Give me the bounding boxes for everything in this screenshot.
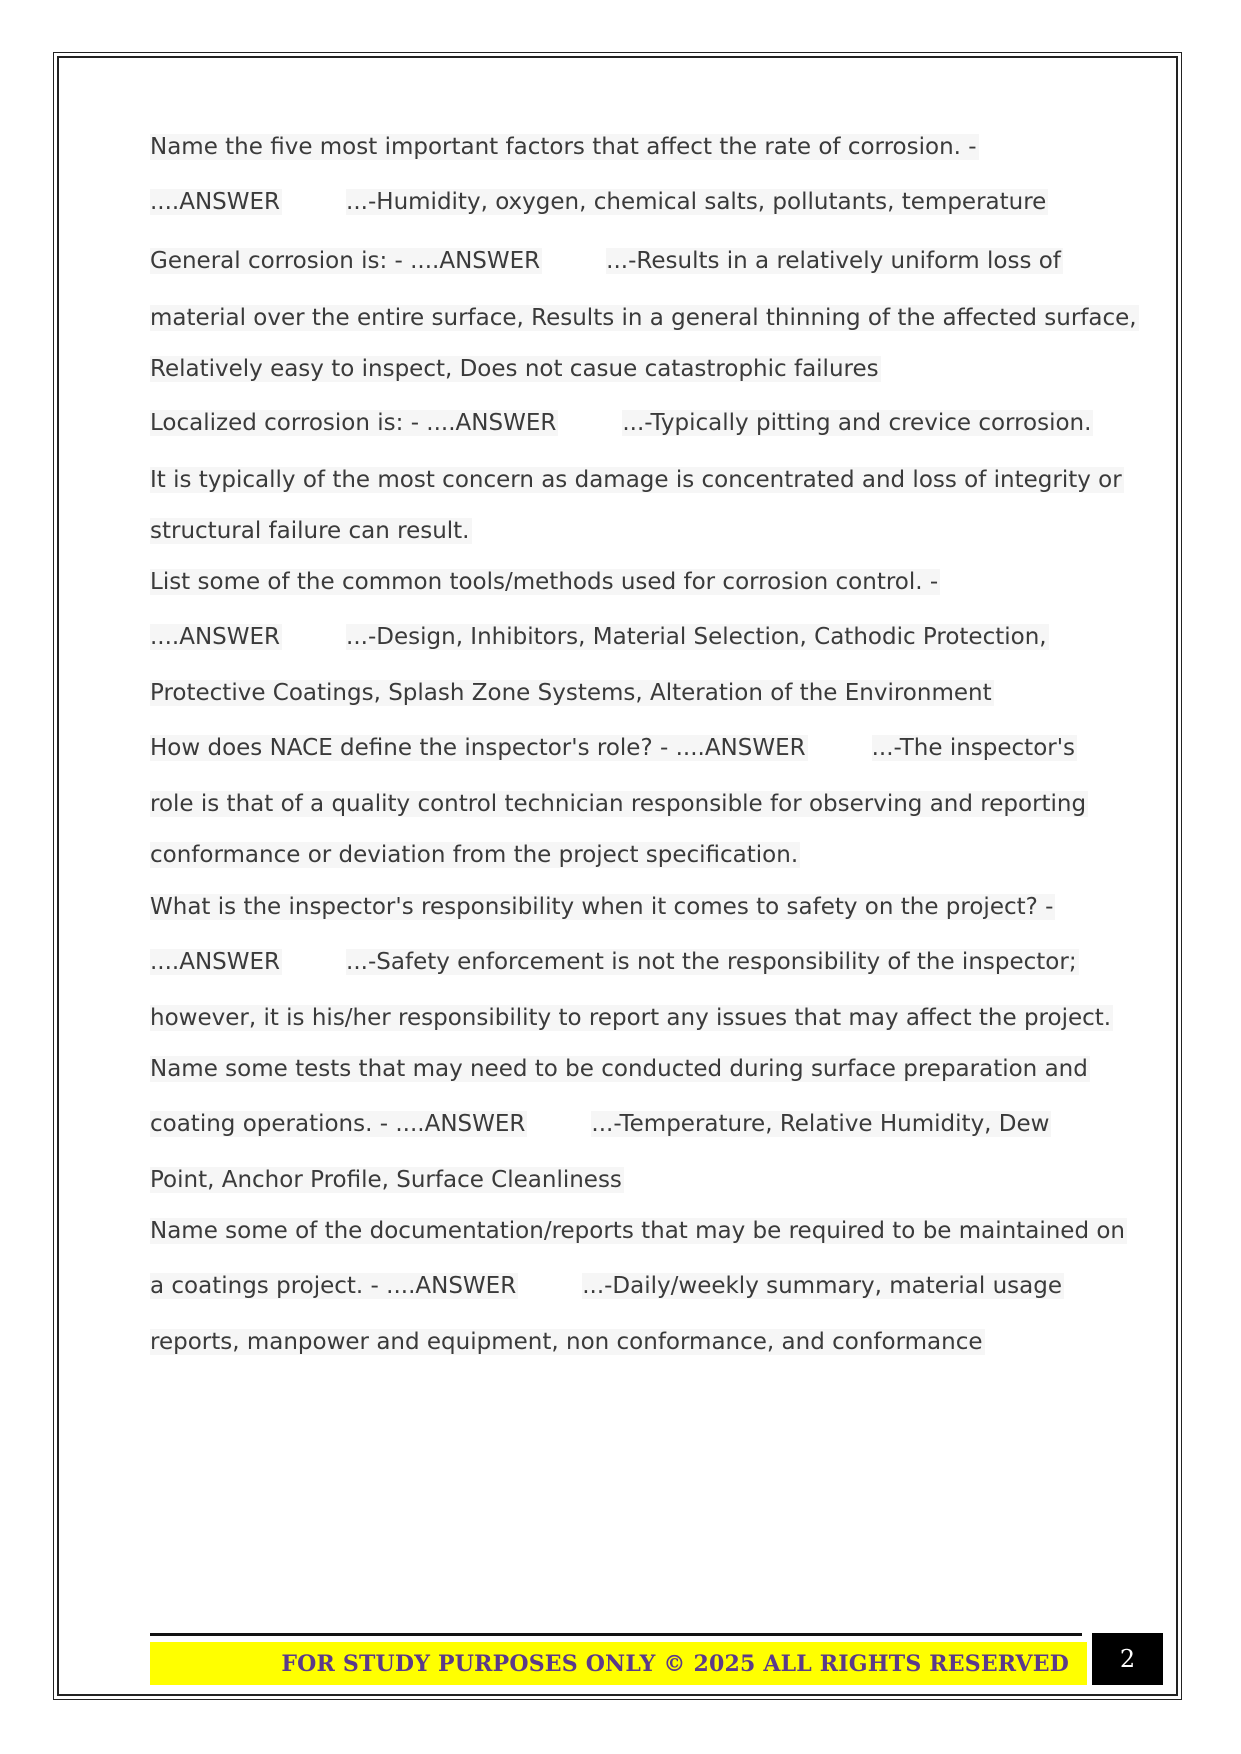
text-line (150, 1001, 1113, 1035)
page-number-box (1092, 1633, 1163, 1685)
text-line (150, 301, 1139, 335)
answer-text: ...-Daily/weekly summary, material usage (582, 1273, 1062, 1299)
text-line (150, 514, 472, 548)
text-line-part: Localized corrosion is: - ....ANSWER (150, 410, 557, 436)
text-line (150, 1163, 624, 1197)
text-line (150, 352, 881, 386)
footer-bar (150, 1642, 1087, 1685)
footer-rule (150, 1633, 1082, 1636)
text-line-part: Protective Coatings, Splash Zone Systems, Alteration of the Environment (150, 680, 992, 706)
answer-text: ...-Temperature, Relative Humidity, Dew (591, 1111, 1050, 1137)
text-line-part: coating operations. - ....ANSWER (150, 1111, 526, 1137)
text-line (150, 676, 994, 710)
text-line-part: a coatings project. - ....ANSWER (150, 1273, 517, 1299)
text-line-part: however, it is his/her responsibility to report any issues that may affect the project. (150, 1005, 1112, 1031)
text-line (150, 244, 1063, 278)
answer-text: ...-Safety enforcement is not the responsibility of the inspector; (346, 949, 1077, 975)
text-line (150, 731, 1077, 765)
text-line-part: Name some of the documentation/reports that may be required to be maintained on (150, 1218, 1126, 1244)
text-line (150, 1107, 1051, 1141)
text-line (150, 1052, 1090, 1086)
answer-text: ...-Humidity, oxygen, chemical salts, pollutants, temperature (346, 189, 1047, 215)
text-line-part: material over the entire surface, Results in a general thinning of the affected surface, (150, 305, 1137, 331)
text-line-part: General corrosion is: - ....ANSWER (150, 248, 541, 274)
text-line (150, 1325, 985, 1359)
text-line (150, 1269, 1064, 1303)
text-line-part: structural failure can result. (150, 518, 470, 544)
text-line-part: What is the inspector's responsibility when it comes to safety on the project? - (150, 894, 1054, 920)
text-line-part: It is typically of the most concern as damage is concentrated and loss of integrity or (150, 467, 1122, 493)
text-line (150, 890, 1055, 924)
answer-text: ...-The inspector's (871, 735, 1076, 761)
text-line-part: Relatively easy to inspect, Does not casue catastrophic failures (150, 356, 879, 382)
text-line (150, 565, 940, 599)
text-line (150, 787, 1088, 821)
footer-copyright: FOR STUDY PURPOSES ONLY © 2025 ALL RIGHTS RESERVED (281, 1650, 1069, 1677)
text-line-part: Name some tests that may need to be conducted during surface preparation and (150, 1056, 1088, 1082)
text-line-part: List some of the common tools/methods used for corrosion control. - (150, 569, 939, 595)
text-line-part: How does NACE define the inspector's role? - ....ANSWER (150, 735, 806, 761)
text-line-part: Point, Anchor Profile, Surface Cleanliness (150, 1167, 622, 1193)
text-line (150, 185, 1048, 219)
answer-text: ...-Typically pitting and crevice corrosion. (622, 410, 1092, 436)
text-line (150, 406, 1093, 440)
text-line-part: reports, manpower and equipment, non conformance, and conformance (150, 1329, 983, 1355)
text-line-part: conformance or deviation from the project specification. (150, 842, 799, 868)
text-line-part: Name the five most important factors that affect the rate of corrosion. - (150, 134, 977, 160)
text-line (150, 838, 800, 872)
text-line (150, 620, 1049, 654)
text-line (150, 945, 1079, 979)
text-line-part: ....ANSWER (150, 624, 281, 650)
text-line (150, 463, 1124, 497)
text-line (150, 130, 979, 164)
text-line-part: role is that of a quality control technician responsible for observing and reporting (150, 791, 1087, 817)
text-line-part: ....ANSWER (150, 189, 281, 215)
text-line (150, 1214, 1127, 1248)
answer-text: ...-Design, Inhibitors, Material Selection, Cathodic Protection, (346, 624, 1047, 650)
text-line-part: ....ANSWER (150, 949, 281, 975)
page-number: 2 (1119, 1645, 1136, 1673)
answer-text: ...-Results in a relatively uniform loss of (606, 248, 1061, 274)
